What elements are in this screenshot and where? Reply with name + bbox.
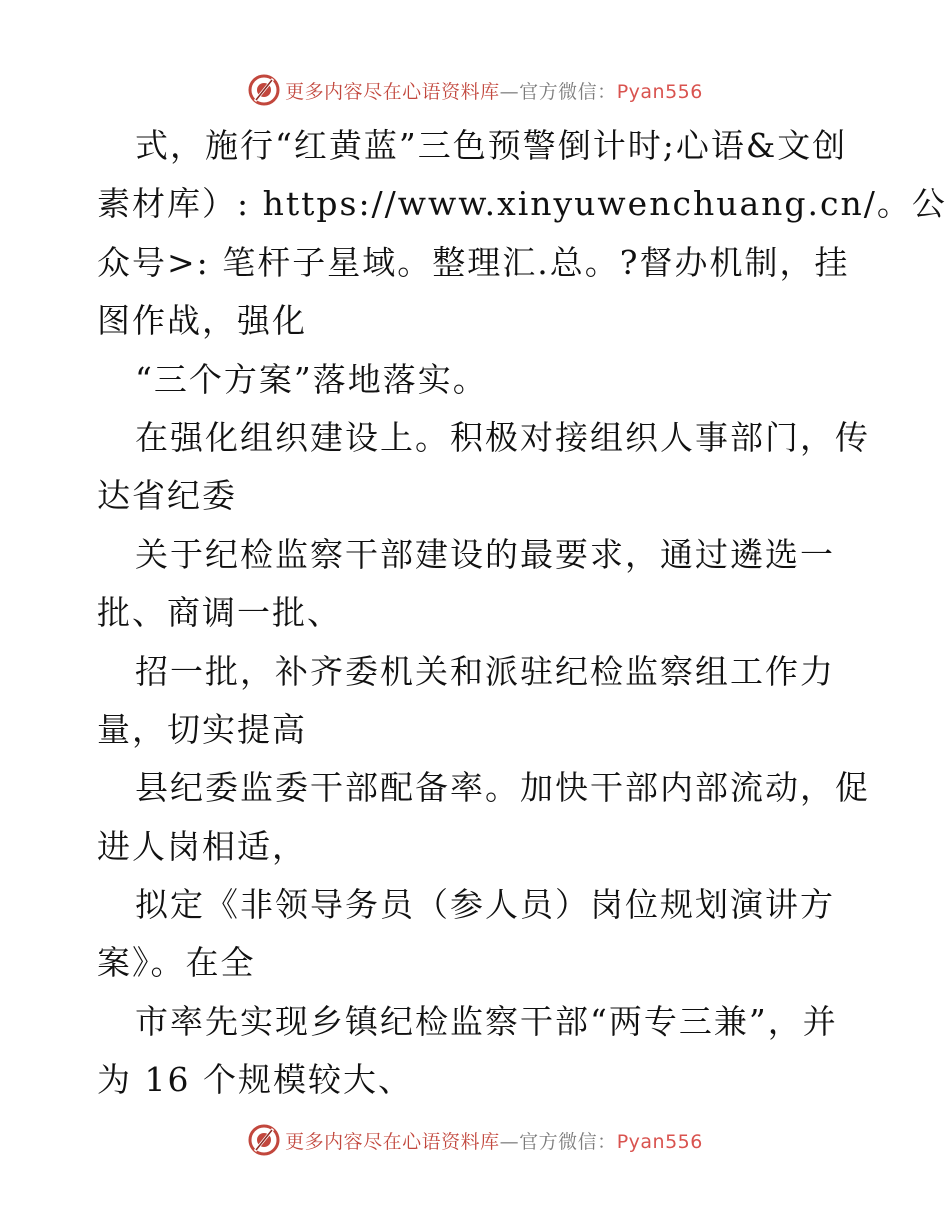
paragraph-line: 批、商调一批、 [97,593,342,633]
paragraph-line: 量，切实提高 [97,709,307,749]
pen-logo-icon [247,73,281,107]
watermark-text: 更多内容尽在心语资料库—官方微信：Pyan556 [285,1130,703,1153]
footer-watermark [0,1120,950,1160]
paragraph-line: 市率先实现乡镇纪检监察干部“两专三兼”，并 [135,1001,838,1041]
paragraph-line: 进人岗相适， [97,826,307,866]
paragraph-line: “三个方案”落地落实。 [135,359,488,399]
paragraph-line: 式，施行“红黄蓝”三色预警倒计时;心语&文创 [135,126,848,165]
paragraph-line: 素材库）: https://www.xinyuwenchuang.cn/。公 [97,184,947,224]
paragraph-line: 达省纪委 [97,476,237,516]
watermark-text: 更多内容尽在心语资料库—官方微信：Pyan556 [285,80,703,103]
document-body [97,117,947,1110]
paragraph-line: 案》。在全 [97,943,256,983]
paragraph-line: 为 16 个规模较大、 [97,1060,413,1100]
paragraph-line: 招一批，补齐委机关和派驻纪检监察组工作力 [135,651,835,691]
paragraph-line: 在强化组织建设上。积极对接组织人事部门，传 [135,417,870,457]
paragraph-line: 图作战，强化 [97,301,307,341]
paragraph-line: 众号>: 笔杆子星域。整理汇.总。?督办机制，挂 [97,242,850,282]
paragraph-line: 关于纪检监察干部建设的最要求，通过遴选一 [135,534,835,574]
paragraph-line: 县纪委监委干部配备率。加快干部内部流动，促 [135,768,870,808]
header-watermark [0,70,950,110]
pen-logo-icon [247,1123,281,1157]
paragraph-line: 拟定《非领导务员（参人员）岗位规划演讲方 [135,885,835,925]
